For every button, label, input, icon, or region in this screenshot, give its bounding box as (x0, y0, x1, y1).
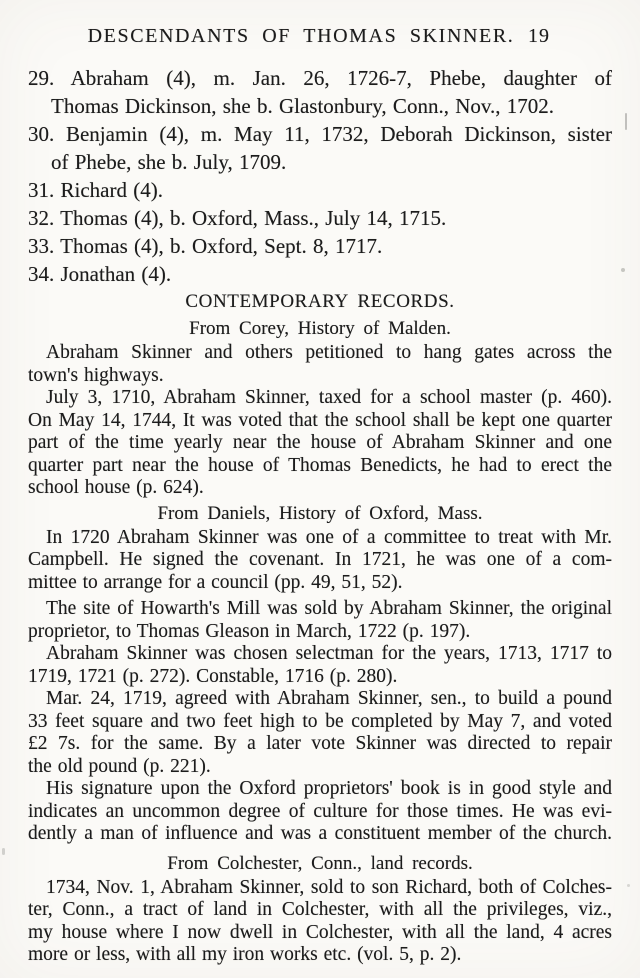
text-line: proprietor, to Thomas Gleason in March, 1722 (p. 197). (28, 620, 471, 642)
entry-line (28, 64, 612, 92)
entry-number: 31. (28, 178, 55, 202)
text-line: the old pound (p. 221). (28, 755, 211, 777)
text-line: Campbell. He signed the covenant. In 1721, he was one of a com- (28, 549, 612, 570)
entry (28, 176, 612, 204)
page-number: 19 (528, 25, 550, 47)
source-heading: From Colchester, Conn., land records. (167, 852, 473, 874)
entry (28, 64, 612, 120)
scan-artifact (625, 113, 627, 130)
entry-text: Benjamin (4), m. May 11, 1732, Deborah Dickinson, sister (65, 122, 612, 146)
text-line: 1719, 1721 (p. 272). Constable, 1716 (p. 280). (28, 665, 398, 687)
entry-number: 29. (28, 66, 55, 90)
paragraph (28, 527, 612, 595)
entry-line (28, 120, 612, 148)
text-line: ter, Conn., a tract of land in Colchester, with all the privileges, viz., (28, 899, 612, 920)
text-line: 1734, Nov. 1, Abraham Skinner, sold to son Richard, both of Colches- (46, 876, 612, 898)
paragraph (28, 387, 612, 500)
section-heading: CONTEMPORARY RECORDS. (185, 291, 455, 312)
source-heading: From Daniels, History of Oxford, Mass. (157, 502, 483, 524)
paragraph (28, 342, 612, 387)
page-content (28, 64, 612, 967)
paragraph (28, 877, 612, 967)
entry-text: Thomas (4), b. Oxford, Sept. 8, 1717. (60, 234, 383, 258)
entry-text: Abraham (4), m. Jan. 26, 1726-7, Phebe, daughter of (70, 66, 613, 90)
text-line: Mar. 24, 1719, agreed with Abraham Skinner, sen., to build a pound (46, 688, 612, 709)
text-line: Abraham Skinner and others petitioned to hang gates across the (46, 342, 612, 363)
paragraph (28, 688, 612, 778)
entry-line (28, 204, 612, 232)
entry-line: of Phebe, she b. July, 1709. (51, 150, 287, 174)
text-line: The site of Howarth's Mill was sold by Abraham Skinner, the original (46, 598, 612, 619)
text-line: £2 7s. for the same. By a later vote Skinner was directed to repair (28, 733, 612, 754)
text-line: quarter part near the house of Thomas Benedicts, he had to erect the (28, 454, 612, 476)
entry (28, 204, 612, 232)
entry-number: 32. (28, 206, 55, 230)
text-line: On May 14, 1744, It was voted that the school shall be kept one quarter (28, 409, 612, 431)
entry-line: Thomas Dickinson, she b. Glastonbury, Conn., Nov., 1702. (51, 94, 554, 118)
text-line: July 3, 1710, Abraham Skinner, taxed for a school master (p. 460). (46, 387, 612, 408)
entry (28, 120, 612, 176)
text-line: In 1720 Abraham Skinner was one of a committee to treat with Mr. (46, 526, 612, 548)
paragraph (28, 598, 612, 643)
entry-line (28, 176, 612, 204)
scan-artifact (2, 848, 5, 855)
text-line: school house (p. 624). (28, 477, 204, 498)
entry-text: Jonathan (4). (60, 262, 172, 286)
page-title: DESCENDANTS OF THOMAS SKINNER. (87, 25, 515, 47)
text-line: my house where I now dwell in Colchester, with all the land, 4 acres (28, 921, 612, 943)
entry-text: Thomas (4), b. Oxford, Mass., July 14, 1715. (60, 206, 447, 230)
text-line: town's highways. (28, 364, 164, 386)
paragraph (28, 778, 612, 846)
scan-artifact (627, 884, 630, 887)
source-heading: From Corey, History of Malden. (189, 318, 451, 339)
entry (28, 232, 612, 260)
paragraph (28, 643, 612, 688)
scan-artifact (621, 268, 625, 272)
running-header (28, 25, 612, 47)
entry (28, 260, 612, 288)
entry-number: 30. (28, 122, 55, 146)
text-line: part of the time yearly near the house of Abraham Skinner and one (28, 432, 612, 453)
text-line: Abraham Skinner was chosen selectman for the years, 1713, 1717 to (46, 643, 612, 664)
text-line: His signature upon the Oxford proprietors' book is in good style and (46, 778, 612, 799)
entry-text: Richard (4). (60, 178, 163, 202)
text-line: 33 feet square and two feet high to be completed by May 7, and voted (28, 710, 612, 732)
entry-number: 33. (28, 234, 55, 258)
text-line: more or less, with all my iron works etc. (vol. 5, p. 2). (28, 944, 462, 965)
text-line: dently a man of influence and was a constituent member of the church. (28, 823, 612, 844)
text-line: indicates an uncommon degree of culture for those times. He was evi- (28, 800, 612, 822)
entry-line (28, 260, 612, 288)
entry-line (28, 232, 612, 260)
entry-number: 34. (28, 262, 55, 286)
text-line: mittee to arrange for a council (pp. 49, 51, 52). (28, 571, 403, 593)
